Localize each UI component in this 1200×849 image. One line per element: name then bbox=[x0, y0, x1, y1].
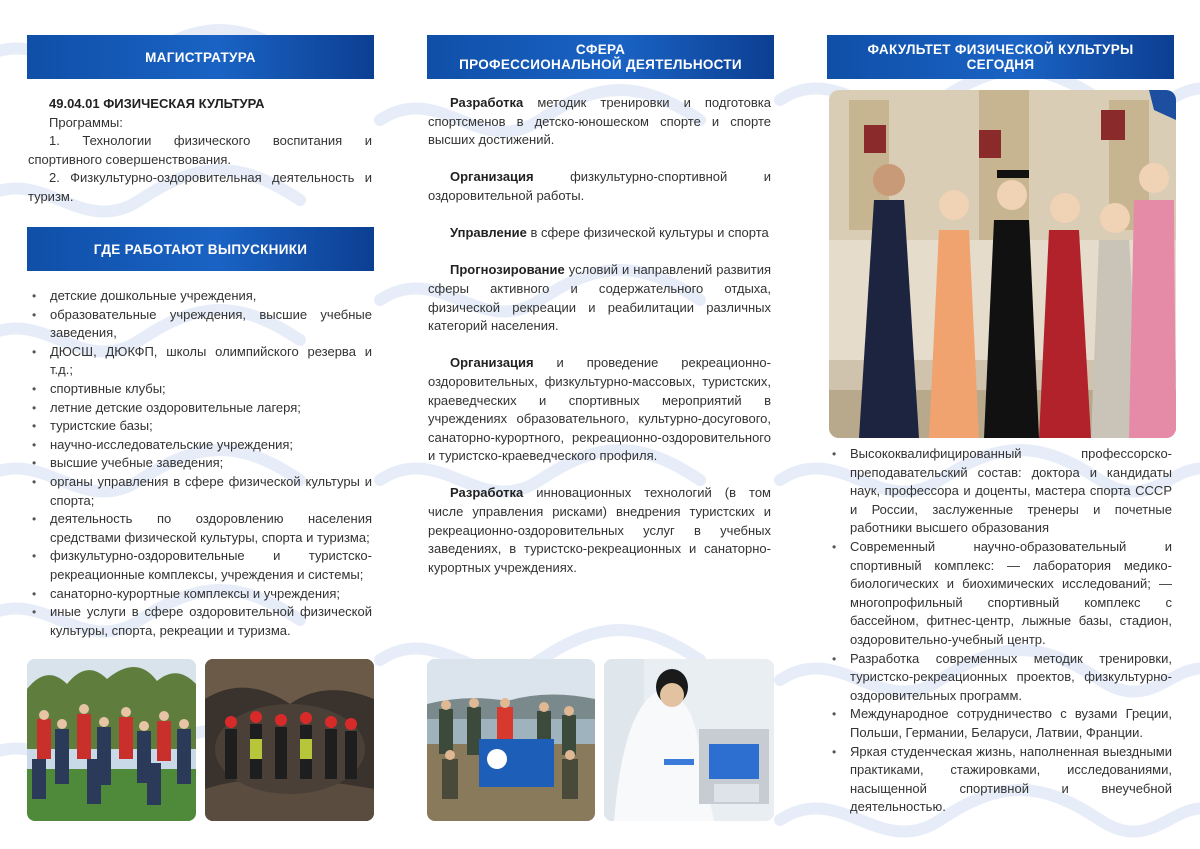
list-item: • органы управления в сфере физической культуры и спорта; bbox=[28, 473, 372, 510]
list-item: • Разработка современных методик тренировки, туристско-рекреационных проектов, физкультурно-оздоровительных программ. bbox=[828, 650, 1172, 706]
list-item: • высшие учебные заведения; bbox=[28, 454, 372, 473]
list-item: • иные услуги в сфере оздоровительной физической культуры, спорта, рекреации и туризма. bbox=[28, 603, 372, 640]
list-item: • Современный научно-образовательный и спортивный комплекс: — лаборатория медико-биологических и биохимических исследований; — многопрофильный спортивный комплекс с бассейном, фитнес-центр, лыжные базы, стадион, оздоровительно-учебный центр. bbox=[828, 538, 1172, 650]
list-item: • детские дошкольные учреждения, bbox=[28, 287, 372, 306]
list-item: • физкультурно-оздоровительные и туристско-рекреационные комплексы, учреждения и системы; bbox=[28, 547, 372, 584]
degree-code: 49.04.01 ФИЗИЧЕСКАЯ КУЛЬТУРА bbox=[49, 96, 265, 111]
banner-faculty-line1: ФАКУЛЬТЕТ ФИЗИЧЕСКОЙ КУЛЬТУРЫ bbox=[867, 42, 1134, 57]
banner-graduates-label: ГДЕ РАБОТАЮТ ВЫПУСКНИКИ bbox=[93, 241, 308, 257]
sphere-paragraph: Организация физкультурно-спортивной и оздоровительной работы. bbox=[428, 169, 771, 203]
list-item: • Яркая студенческая жизнь, наполненная выездными практиками, стажировками, исследованиями, насыщенной спортивной и внеучебной деятельностью. bbox=[828, 743, 1172, 817]
program-item-1: 1. Технологии физического воспитания и спортивного совершенствования. bbox=[28, 133, 372, 167]
graduates-list bbox=[28, 287, 372, 640]
banner-faculty-line2: СЕГОДНЯ bbox=[966, 57, 1035, 72]
masters-info bbox=[28, 95, 372, 207]
list-item: • Международное сотрудничество с вузами Греции, Польши, Германии, Беларуси, Латвии, Франции. bbox=[828, 705, 1172, 742]
cave-photo bbox=[205, 659, 374, 821]
list-item: • летние детские оздоровительные лагеря; bbox=[28, 399, 372, 418]
sphere-paragraph: Управление в сфере физической культуры и спорта bbox=[450, 225, 769, 241]
sphere-paragraph: Прогнозирование условий и направлений развития сферы активного и содержательного отдыха, физической рекреации и реабилитации различных категорий населения. bbox=[428, 262, 771, 334]
list-item: • санаторно-курортные комплексы и учреждения; bbox=[28, 585, 372, 604]
graduation-photo bbox=[829, 90, 1176, 438]
faculty-list bbox=[828, 445, 1172, 817]
banner-masters bbox=[27, 35, 374, 79]
sphere-paragraph: Разработка инновационных технологий (в том числе управления рисками) внедрения туристских и рекреационно-оздоровительных услуг в учебных заведениях, в туристско-рекреационных и санаторно-курортных учреждениях. bbox=[428, 485, 771, 575]
list-item: • образовательные учреждения, высшие учебные заведения, bbox=[28, 306, 372, 343]
banner-sphere-line2: ПРОФЕССИОНАЛЬНОЙ ДЕЯТЕЛЬНОСТИ bbox=[459, 57, 742, 72]
programs-label: Программы: bbox=[49, 114, 123, 130]
laboratory-photo bbox=[604, 659, 774, 821]
list-item: • деятельность по оздоровлению населения средствами физической культуры, спорта и туризма; bbox=[28, 510, 372, 547]
sphere-paragraph: Разработка методик тренировки и подготовка спортсменов в детско-юношеском спорте и спорте высших достижений. bbox=[428, 95, 771, 148]
university-flag-icon bbox=[487, 749, 507, 769]
banner-graduates bbox=[27, 227, 374, 271]
list-item: • спортивные клубы; bbox=[28, 380, 372, 399]
expedition-photo bbox=[427, 659, 595, 821]
team-photo bbox=[27, 659, 196, 821]
sphere-paragraph: Организация и проведение рекреационно-оздоровительных, физкультурно-массовых, туристских, краеведческих и спортивных мероприятий в учреждениях образовательного, культурно-досугового, санаторно-курортного, рекреационно-оздоровительного и туристско-краеведческого профиля. bbox=[428, 355, 771, 464]
banner-sphere-line1: СФЕРА bbox=[575, 42, 626, 57]
list-item: • туристские базы; bbox=[28, 417, 372, 436]
list-item: • Высококвалифицированный профессорско-преподавательский состав: доктора и кандидаты наук, профессора и доценты, мастера спорта СССР и России, заслуженные тренеры и почетные работники высшего образования bbox=[828, 445, 1172, 538]
sphere-text bbox=[428, 94, 771, 596]
banner-masters-label: МАГИСТРАТУРА bbox=[145, 49, 256, 65]
banner-professional-sphere bbox=[427, 35, 774, 79]
banner-faculty-today bbox=[827, 35, 1174, 79]
program-item-2: 2. Физкультурно-оздоровительная деятельность и туризм. bbox=[28, 170, 372, 204]
list-item: • ДЮСШ, ДЮКФП, школы олимпийского резерва и т.д.; bbox=[28, 343, 372, 380]
list-item: • научно-исследовательские учреждения; bbox=[28, 436, 372, 455]
